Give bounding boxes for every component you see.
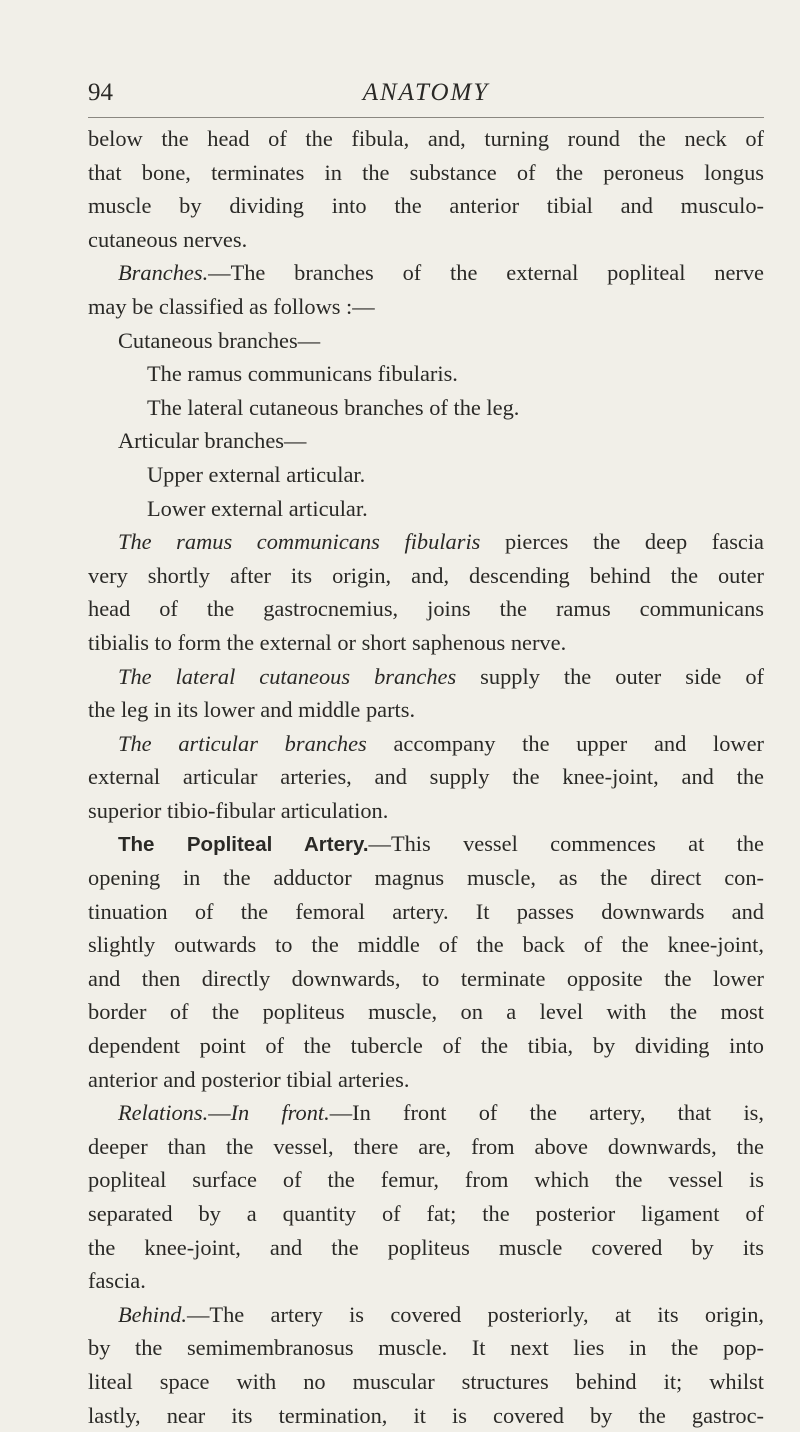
text-run: by the semimembranosus muscle. It next lies in the pop- bbox=[88, 1335, 764, 1361]
text-line bbox=[88, 962, 764, 996]
italic-text: The ramus communicans fibularis bbox=[118, 529, 481, 555]
text-line bbox=[88, 727, 764, 761]
page-number: 94 bbox=[88, 79, 113, 106]
text-line bbox=[88, 1063, 764, 1097]
text-line bbox=[88, 895, 764, 929]
text-run: border of the popliteus muscle, on a level with the most bbox=[88, 999, 764, 1025]
text-run: lastly, near its termination, it is covered by the gastroc- bbox=[88, 1402, 764, 1428]
text-run: slightly outwards to the middle of the back of the knee-joint, bbox=[88, 932, 764, 958]
text-run: external articular arteries, and supply the knee-joint, and the bbox=[88, 764, 764, 790]
text-run: tibialis to form the external or short saphenous nerve. bbox=[88, 629, 567, 655]
text-line bbox=[88, 1197, 764, 1231]
italic-text: The articular branches bbox=[118, 730, 367, 756]
text-line bbox=[88, 324, 764, 358]
text-line bbox=[88, 156, 764, 190]
text-run: pierces the deep fascia bbox=[480, 529, 764, 555]
text-run: —The artery is covered posteriorly, at its origin, bbox=[187, 1301, 764, 1327]
text-line bbox=[88, 290, 764, 324]
italic-text: In front. bbox=[230, 1100, 330, 1126]
italic-text: Relations. bbox=[118, 1100, 209, 1126]
text-line bbox=[88, 223, 764, 257]
section-heading: The Popliteal Artery. bbox=[118, 833, 369, 857]
text-run: deeper than the vessel, there are, from above downwards, the bbox=[88, 1133, 764, 1159]
text-line bbox=[88, 1130, 764, 1164]
text-line bbox=[88, 189, 764, 223]
text-run: fascia. bbox=[88, 1268, 146, 1294]
text-line bbox=[88, 559, 764, 593]
text-line bbox=[88, 1029, 764, 1063]
text-line bbox=[88, 760, 764, 794]
text-run: —The branches of the external popliteal nerve bbox=[208, 260, 764, 286]
text-line bbox=[88, 492, 764, 526]
text-run: Articular branches— bbox=[118, 428, 307, 454]
text-run: may be classified as follows :— bbox=[88, 293, 375, 319]
body-text bbox=[88, 122, 764, 1432]
text-run: cutaneous nerves. bbox=[88, 226, 248, 252]
text-run: Lower external articular. bbox=[147, 495, 368, 521]
text-line bbox=[88, 122, 764, 156]
text-run: —This vessel commences at the bbox=[368, 831, 764, 857]
text-run: tinuation of the femoral artery. It passes downwards and bbox=[88, 898, 764, 924]
text-line bbox=[88, 525, 764, 559]
text-run: popliteal surface of the femur, from which the vessel is bbox=[88, 1167, 764, 1193]
text-run: the leg in its lower and middle parts. bbox=[88, 697, 416, 723]
text-run: that bone, terminates in the substance of the peroneus longus bbox=[88, 159, 764, 185]
text-line bbox=[88, 424, 764, 458]
text-line bbox=[88, 1365, 764, 1399]
text-line bbox=[88, 1096, 764, 1130]
text-run: The lateral cutaneous branches of the leg. bbox=[147, 394, 520, 420]
text-line bbox=[88, 1264, 764, 1298]
text-run: very shortly after its origin, and, descending behind the outer bbox=[88, 562, 764, 588]
running-header bbox=[88, 78, 764, 118]
italic-text: Branches. bbox=[118, 260, 209, 286]
text-run: —In front of the artery, that is, bbox=[329, 1100, 764, 1126]
text-line bbox=[88, 995, 764, 1029]
text-line bbox=[88, 1331, 764, 1365]
text-line bbox=[88, 1298, 764, 1332]
text-run: The ramus communicans fibularis. bbox=[147, 361, 458, 387]
text-run: below the head of the fibula, and, turning round the neck of bbox=[88, 126, 764, 151]
text-run: liteal space with no muscular structures behind it; whilst bbox=[88, 1368, 764, 1394]
text-run: dependent point of the tubercle of the tibia, by dividing into bbox=[88, 1033, 764, 1059]
text-line bbox=[88, 928, 764, 962]
text-run: opening in the adductor magnus muscle, as the direct con- bbox=[88, 865, 764, 891]
text-line bbox=[88, 592, 764, 626]
text-line bbox=[88, 660, 764, 694]
text-line bbox=[88, 626, 764, 660]
text-run: and then directly downwards, to terminate opposite the lower bbox=[88, 965, 764, 991]
text-run: Upper external articular. bbox=[147, 461, 366, 487]
text-line bbox=[88, 256, 764, 290]
text-run: Cutaneous branches— bbox=[118, 327, 321, 353]
text-run: head of the gastrocnemius, joins the ramus communicans bbox=[88, 596, 764, 622]
text-line bbox=[88, 693, 764, 727]
text-line bbox=[88, 794, 764, 828]
text-run: separated by a quantity of fat; the posterior ligament of bbox=[88, 1201, 764, 1226]
text-line bbox=[88, 391, 764, 425]
text-run: anterior and posterior tibial arteries. bbox=[88, 1066, 410, 1092]
text-run: — bbox=[208, 1100, 231, 1126]
header-rule bbox=[88, 117, 764, 118]
text-run: the knee-joint, and the popliteus muscle covered by its bbox=[88, 1234, 764, 1260]
text-run: superior tibio-fibular articulation. bbox=[88, 797, 389, 823]
text-line bbox=[88, 861, 764, 895]
text-line bbox=[88, 1231, 764, 1265]
text-line bbox=[88, 827, 764, 861]
text-line bbox=[88, 1399, 764, 1432]
text-run: muscle by dividing into the anterior tibial and musculo- bbox=[88, 193, 764, 219]
text-line bbox=[88, 1163, 764, 1197]
running-title: ANATOMY bbox=[362, 79, 490, 106]
text-run: supply the outer side of bbox=[456, 663, 764, 689]
text-line bbox=[88, 458, 764, 492]
italic-text: The lateral cutaneous branches bbox=[118, 663, 457, 689]
italic-text: Behind. bbox=[118, 1301, 188, 1327]
text-line bbox=[88, 357, 764, 391]
text-run: accompany the upper and lower bbox=[366, 730, 764, 756]
